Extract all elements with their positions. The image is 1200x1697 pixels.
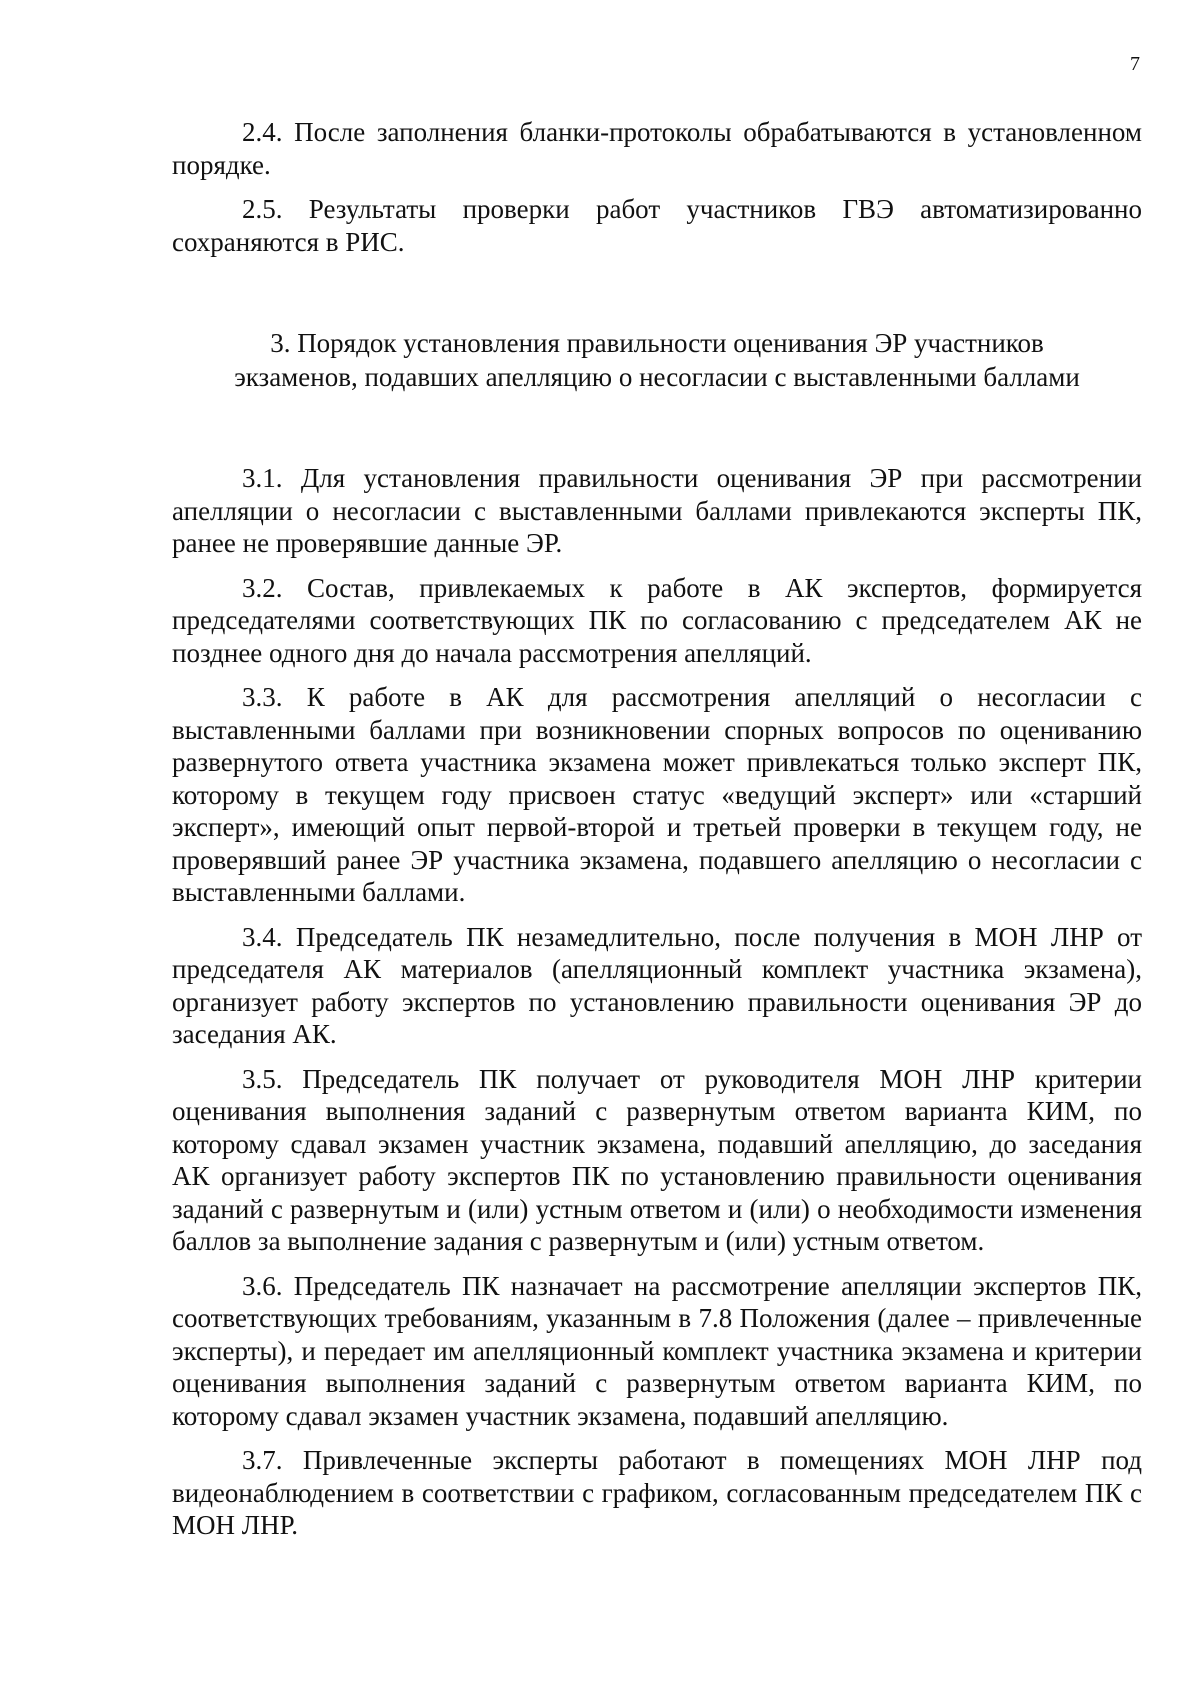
section-3-heading-line-2: экзаменов, подавших апелляцию о несогласии с выставленными баллами — [234, 362, 1080, 392]
paragraph-3-1: 3.1. Для установления правильности оценивания ЭР при рассмотрении апелляции о несогласии с выставленными баллами привлекаются эксперты ПК, ранее не проверявшие данные ЭР. — [172, 463, 1142, 558]
paragraph-2-5: 2.5. Результаты проверки работ участников ГВЭ автоматизированно сохраняются в РИС. — [172, 194, 1142, 257]
section-3-heading-line-1: 3. Порядок установления правильности оценивания ЭР участников — [270, 328, 1044, 358]
section-3-heading — [172, 326, 1142, 394]
paragraph-3-4: 3.4. Председатель ПК незамедлительно, после получения в МОН ЛНР от председателя АК материалов (апелляционный комплект участника экзамена), организует работу экспертов по установлению правильности оценивания ЭР до заседания АК. — [172, 921, 1142, 1049]
page-number: 7 — [1130, 53, 1140, 75]
paragraph-3-7: 3.7. Привлеченные эксперты работают в помещениях МОН ЛНР под видеонаблюдением в соответствии с графиком, согласованным председателем ПК с МОН ЛНР. — [172, 1445, 1142, 1540]
paragraph-2-4: 2.4. После заполнения бланки-протоколы обрабатываются в установленном порядке. — [172, 117, 1142, 180]
paragraph-3-2: 3.2. Состав, привлекаемых к работе в АК экспертов, формируется председателями соответствующих ПК по согласованию с председателем АК не позднее одного дня до начала рассмотрения апелляций. — [172, 572, 1142, 668]
paragraph-3-6: 3.6. Председатель ПК назначает на рассмотрение апелляции экспертов ПК, соответствующих требованиям, указанным в 7.8 Положения (далее – привлеченные эксперты), и передает им апелляционный комплект участника экзамена и критерии оценивания выполнения заданий с развернутым ответом варианта КИМ, по которому сдавал экзамен участник экзамена, подавший апелляцию. — [172, 1270, 1142, 1431]
paragraph-3-5: 3.5. Председатель ПК получает от руководителя МОН ЛНР критерии оценивания выполнения заданий с развернутым ответом варианта КИМ, по которому сдавал экзамен участник экзамена, подавший апелляцию, до заседания АК организует работу экспертов ПК по установлению правильности оценивания заданий с развернутым и (или) устным ответом и (или) о необходимости изменения баллов за выполнение задания с развернутым и (или) устным ответом. — [172, 1063, 1142, 1256]
document-body — [172, 116, 1142, 1554]
paragraph-3-3: 3.3. К работе в АК для рассмотрения апелляций о несогласии с выставленными баллами при возникновении спорных вопросов по оцениванию развернутого ответа участника экзамена может привлекаться только эксперт ПК, которому в текущем году присвоен статус «ведущий эксперт» или «старший эксперт», имеющий опыт первой-второй и третьей проверки в текущем году, не проверявший ранее ЭР участника экзамена, подавшего апелляцию о несогласии с выставленными баллами. — [172, 682, 1142, 907]
